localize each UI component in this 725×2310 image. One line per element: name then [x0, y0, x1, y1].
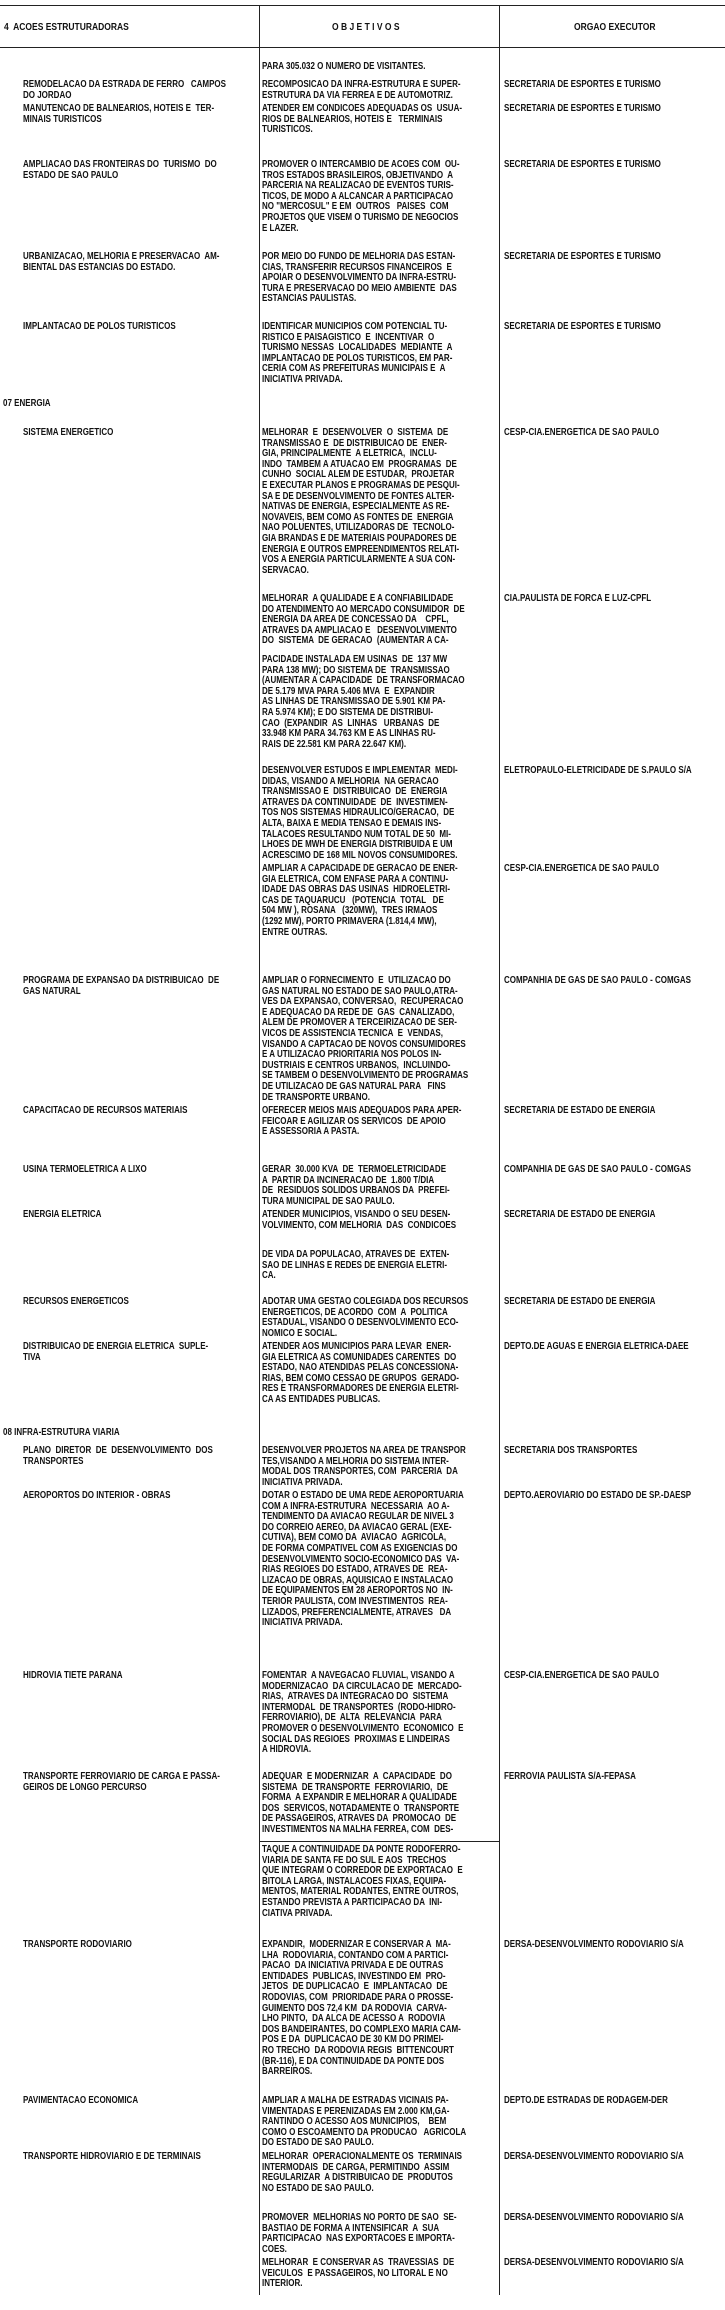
action-item: TRANSPORTE HIDROVIARIO E DE TERMINAIS [23, 2151, 201, 2162]
objective-text: DOTAR O ESTADO DE UMA REDE AEROPORTUARIA COM A INFRA-ESTRUTURA NECESSARIA AO A- TENDIMENTO DA AVIACAO REGULAR DE NIVEL 3 DO CORREIO AEREO, DA AVIACAO GERAL (EXE- CUTIVA), BEM COMO DA AVIACAO AGRICOLA, DE FORMA COMPATIVEL COM AS EXIGENCIAS DO DESENVOLVIMENTO SOCIO-ECONOMICO DAS VA- RIAS REGIOES DO ESTADO, ATRAVES DE REA- LIZACAO DE OBRAS, AQUISICAO E INSTALACAO DE EQUIPAMENTOS EM 28 AEROPORTOS NO IN- TERIOR PAULISTA, COM INVESTIMENTOS REA- LIZADOS, PREFERENCIALMENTE, ATRAVES DA INICIATIVA PRIVADA. [262, 1490, 464, 1629]
objective-text-continued: DE VIDA DA POPULACAO, ATRAVES DE EXTEN- SAO DE LINHAS E REDES DE ENERGIA ELETRI- CA. [262, 1249, 450, 1282]
executing-agency: ELETROPAULO-ELETRICIDADE DE S.PAULO S/A [504, 765, 692, 776]
executing-agency: CESP-CIA.ENERGETICA DE SAO PAULO [504, 863, 660, 874]
objective-text: ADEQUAR E MODERNIZAR A CAPACIDADE DO SISTEMA DE TRANSPORTE FERROVIARIO, DE FORMA A EXPANDIR E MELHORAR A QUALIDADE DOS SERVICOS, NOTADAMENTE O TRANSPORTE DE PASSAGEIROS, ATRAVES DA PROMOCAO DE INVESTIMENTOS NA MALHA FERREA, COM DES- [262, 1771, 460, 1835]
executing-agency: SECRETARIA DE ESTADO DE ENERGIA [504, 1105, 656, 1116]
executing-agency: SECRETARIA DE ESPORTES E TURISMO [504, 321, 661, 332]
objective-text: AMPLIAR A MALHA DE ESTRADAS VICINAIS PA- VIMENTADAS E PERENIZADAS EM 2.000 KM,GA- RANTINDO O ACESSO AOS MUNICIPIOS, BEM COMO O ESCOAMENTO DA PRODUCAO AGRICOLA DO ESTADO DE SAO PAULO. [262, 2095, 467, 2149]
executing-agency: CESP-CIA.ENERGETICA DE SAO PAULO [504, 427, 660, 438]
action-item: IMPLANTACAO DE POLOS TURISTICOS [23, 321, 176, 332]
objective-text: AMPLIAR A CAPACIDADE DE GERACAO DE ENER- GIA ELETRICA, COM ENFASE PARA A CONTINU- IDADE DAS OBRAS DAS USINAS HIDROELETRI- CAS DE TAQUARUCU (POTENCIA TOTAL DE 504 MW ), ROSANA (320MW), TRES IRMAOS (1292 MW), PORTO PRIMAVERA (1.814,4 MW), ENTRE OUTRAS. [262, 863, 458, 938]
executing-agency: SECRETARIA DE ESPORTES E TURISMO [504, 251, 661, 262]
executing-agency: DEPTO.DE ESTRADAS DE RODAGEM-DER [504, 2095, 668, 2106]
objective-text: DESENVOLVER PROJETOS NA AREA DE TRANSPOR TES,VISANDO A MELHORIA DO SISTEMA INTER- MODAL DOS TRANSPORTES, COM PARCERIA DA INICIATIVA PRIVADA. [262, 1445, 466, 1488]
action-item: TRANSPORTE FERROVIARIO DE CARGA E PASSA- GEIROS DE LONGO PERCURSO [23, 1771, 220, 1793]
header-actions-title: 4 ACOES ESTRUTURADORAS [4, 22, 129, 33]
executing-agency: CESP-CIA.ENERGETICA DE SAO PAULO [504, 1670, 660, 1681]
executing-agency: DERSA-DESENVOLVIMENTO RODOVIARIO S/A [504, 2257, 684, 2268]
action-item: USINA TERMOELETRICA A LIXO [23, 1164, 147, 1175]
objective-text: DESENVOLVER ESTUDOS E IMPLEMENTAR MEDI- DIDAS, VISANDO A MELHORIA NA GERACAO TRANSMISSAO E DISTRIBUICAO DE ENERGIA ATRAVES DA CONTINUIDADE DE INVESTIMEN- TOS NOS SISTEMAS HIDRAULICO/GERACAO, DE ALTA, BAIXA E MEDIA TENSAO E DEMAIS INS- TALACOES RESULTANDO NUM TOTAL DE 50 MI- LHOES DE MWH DE ENERGIA DISTRIBUIDA E UM ACRESCIMO DE 168 MIL NOVOS CONSUMIDORES. [262, 765, 458, 861]
section-heading: 07 ENERGIA [3, 398, 51, 409]
objective-text: AMPLIAR O FORNECIMENTO E UTILIZACAO DO GAS NATURAL NO ESTADO DE SAO PAULO,ATRA- VES DA EXPANSAO, CONVERSAO, RECUPERACAO E ADEQUACAO DA REDE DE GAS CANALIZADO, ALEM DE PROMOVER A TERCEIRIZACAO DE SER- VICOS DE ASSISTENCIA TECNICA E VENDAS, VISANDO A CAPTACAO DE NOVOS CONSUMIDORES E A UTILIZACAO PRIORITARIA NOS POLOS IN- DUSTRIAIS E CENTROS URBANOS, INCLUINDO- SE TAMBEM O DESENVOLVIMENTO DE PROGRAMAS DE UTILIZACAO DE GAS NATURAL PARA FINS DE TRANSPORTE URBANO. [262, 975, 469, 1103]
objective-text: RECOMPOSICAO DA INFRA-ESTRUTURA E SUPER- ESTRUTURA DA VIA FERREA E DE AUTOMOTRIZ. [262, 79, 461, 101]
column-divider-left [259, 5, 260, 2295]
executing-agency: DERSA-DESENVOLVIMENTO RODOVIARIO S/A [504, 2212, 684, 2223]
executing-agency: DERSA-DESENVOLVIMENTO RODOVIARIO S/A [504, 1939, 684, 1950]
objective-text: MELHORAR A QUALIDADE E A CONFIABILIDADE DO ATENDIMENTO AO MERCADO CONSUMIDOR DE ENERGIA DA AREA DE CONCESSAO DA CPFL, ATRAVES DA AMPLIACAO E DESENVOLVIMENTO DO SISTEMA DE GERACAO (AUMENTAR A CA- [262, 593, 465, 647]
objective-text: IDENTIFICAR MUNICIPIOS COM POTENCIAL TU- RISTICO E PAISAGISTICO E INCENTIVAR O TURISMO NESSAS LOCALIDADES MEDIANTE A IMPLANTACAO DE POLOS TURISTICOS, EM PAR- CERIA COM AS PREFEITURAS MUNICIPAIS E A INICIATIVA PRIVADA. [262, 321, 453, 385]
action-item: DISTRIBUICAO DE ENERGIA ELETRICA SUPLE- TIVA [23, 1341, 209, 1363]
column-divider-right [499, 5, 500, 2295]
objective-text-continued: PACIDADE INSTALADA EM USINAS DE 137 MW PARA 138 MW); DO SISTEMA DE TRANSMISSAO (AUMENTAR A CAPACIDADE DE TRANSFORMACAO DE 5.179 MVA PARA 5.406 MVA E EXPANDIR AS LINHAS DE TRANSMISSAO DE 5.901 KM PA- RA 5.974 KM); E DO SISTEMA DE DISTRIBUI- CAO (EXPANDIR AS LINHAS URBANAS DE 33.948 KM PARA 34.763 KM E AS LINHAS RU- RAIS DE 22.581 KM PARA 22.647 KM). [262, 654, 465, 750]
executing-agency: SECRETARIA DE ESPORTES E TURISMO [504, 103, 661, 114]
objective-text: OFERECER MEIOS MAIS ADEQUADOS PARA APER- FEICOAR E AGILIZAR OS SERVICOS DE APOIO E ASSESSORIA A PASTA. [262, 1105, 462, 1138]
executing-agency: COMPANHIA DE GAS DE SAO PAULO - COMGAS [504, 1164, 691, 1175]
executing-agency: SECRETARIA DOS TRANSPORTES [504, 1445, 638, 1456]
objective-text: MELHORAR E DESENVOLVER O SISTEMA DE TRANSMISSAO E DE DISTRIBUICAO DE ENER- GIA, PRINCIPALMENTE A ELETRICA, INCLU- INDO TAMBEM A ATUACAO EM PROGRAMAS DE CUNHO SOCIAL ALEM DE ESTUDAR, PROJETAR E EXECUTAR PLANOS E PROGRAMAS DE PESQUI- SA E DE DESENVOLVIMENTO DE FONTES ALTER- NATIVAS DE ENERGIA, ESPECIALMENTE AS RE- NOVAVEIS, BEM COMO AS FONTES DE ENERGIA NAO POLUENTES, UTILIZADORAS DE TECNOLO- GIA BRANDAS E DE MATERIAIS POUPADORES DE ENERGIA E OUTROS EMPREENDIMENTOS RELATI- VOS A ENERGIA PARTICULARMENTE A SUA CON- SERVACAO. [262, 427, 460, 576]
action-item: PLANO DIRETOR DE DESENVOLVIMENTO DOS TRANSPORTES [23, 1445, 213, 1467]
executing-agency: FERROVIA PAULISTA S/A-FEPASA [504, 1771, 636, 1782]
section-heading: 08 INFRA-ESTRUTURA VIARIA [3, 1427, 120, 1438]
objective-text: PROMOVER O INTERCAMBIO DE ACOES COM OU- TROS ESTADOS BRASILEIROS, OBJETIVANDO A PARCERIA NA REALIZACAO DE EVENTOS TURIS- TICOS, DE MODO A ALCANCAR A PARTICIPACAO NO "MERCOSUL" E EM OUTROS PAISES COM PROJETOS QUE VISEM O TURISMO DE NEGOCIOS E LAZER. [262, 159, 460, 234]
action-item: REMODELACAO DA ESTRADA DE FERRO CAMPOS DO JORDAO [23, 79, 226, 101]
objective-text-continued: TAQUE A CONTINUIDADE DA PONTE RODOFERRO- VIARIA DE SANTA FE DO SUL E AOS TRECHOS QUE INTEGRAM O CORREDOR DE EXPORTACAO E BITOLA LARGA, INSTALACOES FIXAS, EQUIPA- MENTOS, MATERIAL RODANTES, ENTRE OUTROS, ESTANDO PREVISTA A PARTICIPACAO DA INI- CIATIVA PRIVADA. [262, 1844, 463, 1919]
action-item: AEROPORTOS DO INTERIOR - OBRAS [23, 1490, 171, 1501]
action-item: CAPACITACAO DE RECURSOS MATERIAIS [23, 1105, 188, 1116]
executing-agency: DERSA-DESENVOLVIMENTO RODOVIARIO S/A [504, 2151, 684, 2162]
action-item: URBANIZACAO, MELHORIA E PRESERVACAO AM- BIENTAL DAS ESTANCIAS DO ESTADO. [23, 251, 220, 273]
executing-agency: COMPANHIA DE GAS DE SAO PAULO - COMGAS [504, 975, 691, 986]
objective-text: EXPANDIR, MODERNIZAR E CONSERVAR A MA- LHA RODOVIARIA, CONTANDO COM A PARTICI- PACAO DA INICIATIVA PRIVADA E DE OUTRAS ENTIDADES PUBLICAS, INVESTINDO EM PRO- JETOS DE DUPLICACAO E IMPLANTACAO DE RODOVIAS, COM PRIORIDADE PARA O PROSSE- GUIMENTO DOS 72,4 KM DA RODOVIA CARVA- LHO PINTO, DA ALCA DE ACESSO A RODOVIA DOS BANDEIRANTES, DO COMPLEXO MARIA CAM- POS E DA DUPLICACAO DE 30 KM DO PRIMEI- RO TRECHO DA RODOVIA REGIS BITTENCOURT (BR-116), E DA CONTINUIDADE DA PONTE DOS BARREIROS. [262, 1939, 461, 2078]
objective-text: ATENDER EM CONDICOES ADEQUADAS OS USUA- RIOS DE BALNEARIOS, HOTEIS E TERMINAIS TURISTICOS. [262, 103, 463, 136]
action-item: SISTEMA ENERGETICO [23, 427, 114, 438]
header-objectives-title: O B J E T I V O S [332, 22, 400, 33]
executing-agency: SECRETARIA DE ESTADO DE ENERGIA [504, 1209, 656, 1220]
objective-text: ATENDER MUNICIPIOS, VISANDO O SEU DESEN- VOLVIMENTO, COM MELHORIA DAS CONDICOES [262, 1209, 457, 1231]
objective-text: FOMENTAR A NAVEGACAO FLUVIAL, VISANDO A MODERNIZACAO DA CIRCULACAO DE MERCADO- RIAS, ATRAVES DA INTEGRACAO DO SISTEMA INTERMODAL DE TRANSPORTES (RODO-HIDRO- FERROVIARIO), DE ALTA RELEVANCIA PARA PROMOVER O DESENVOLVIMENTO ECONOMICO E SOCIAL DAS REGIOES PROXIMAS E LINDEIRAS A HIDROVIA. [262, 1670, 464, 1756]
executing-agency: CIA.PAULISTA DE FORCA E LUZ-CPFL [504, 593, 652, 604]
action-item: AMPLIACAO DAS FRONTEIRAS DO TURISMO DO ESTADO DE SAO PAULO [23, 159, 217, 181]
header-top-rule [0, 5, 725, 6]
action-item: RECURSOS ENERGETICOS [23, 1296, 129, 1307]
header-bottom-rule [0, 47, 725, 48]
action-item: ENERGIA ELETRICA [23, 1209, 102, 1220]
objective-text: MELHORAR E CONSERVAR AS TRAVESSIAS DE VEICULOS E PASSAGEIROS, NO LITORAL E NO INTERIOR. [262, 2257, 455, 2290]
header-executor-title: ORGAO EXECUTOR [574, 22, 656, 33]
action-item: TRANSPORTE RODOVIARIO [23, 1939, 132, 1950]
executing-agency: SECRETARIA DE ESPORTES E TURISMO [504, 159, 661, 170]
executing-agency: SECRETARIA DE ESPORTES E TURISMO [504, 79, 661, 90]
executing-agency: DEPTO.AEROVIARIO DO ESTADO DE SP.-DAESP [504, 1490, 692, 1501]
action-item: PAVIMENTACAO ECONOMICA [23, 2095, 139, 2106]
cell-break-rule [259, 1841, 499, 1842]
action-item: HIDROVIA TIETE PARANA [23, 1670, 123, 1681]
objective-text: MELHORAR OPERACIONALMENTE OS TERMINAIS INTERMODAIS DE CARGA, PERMITINDO ASSIM REGULARIZAR A DISTRIBUICAO DE PRODUTOS NO ESTADO DE SAO PAULO. [262, 2151, 463, 2194]
action-item: PROGRAMA DE EXPANSAO DA DISTRIBUICAO DE GAS NATURAL [23, 975, 220, 997]
objective-text: ATENDER AOS MUNICIPIOS PARA LEVAR ENER- GIA ELETRICA AS COMUNIDADES CARENTES DO ESTADO, NAO ATENDIDAS PELAS CONCESSIONA- RIAS, BEM COMO CESSAO DE GRUPOS GERADO- RES E TRANSFORMADORES DE ENERGIA ELETRI- CA AS ENTIDADES PUBLICAS. [262, 1341, 459, 1405]
executing-agency: DEPTO.DE AGUAS E ENERGIA ELETRICA-DAEE [504, 1341, 689, 1352]
action-item: MANUTENCAO DE BALNEARIOS, HOTEIS E TER- MINAIS TURISTICOS [23, 103, 215, 125]
objective-text: GERAR 30.000 KVA DE TERMOELETRICIDADE A PARTIR DA INCINERACAO DE 1.800 T/DIA DE RESIDUOS SOLIDOS URBANOS DA PREFEI- TURA MUNICIPAL DE SAO PAULO. [262, 1164, 450, 1207]
objective-text: PROMOVER MELHORIAS NO PORTO DE SAO SE- BASTIAO DE FORMA A INTENSIFICAR A SUA PARTICIPACAO NAS EXPORTACOES E IMPORTA- COES. [262, 2212, 457, 2255]
objective-text: POR MEIO DO FUNDO DE MELHORIA DAS ESTAN- CIAS, TRANSFERIR RECURSOS FINANCEIROS E APOIAR O DESENVOLVIMENTO DA INFRA-ESTRU- TURA E PRESERVACAO DO MEIO AMBIENTE DAS ESTANCIAS PAULISTAS. [262, 251, 457, 305]
objective-text: PARA 305.032 O NUMERO DE VISITANTES. [262, 61, 426, 72]
executing-agency: SECRETARIA DE ESTADO DE ENERGIA [504, 1296, 656, 1307]
objective-text: ADOTAR UMA GESTAO COLEGIADA DOS RECURSOS ENERGETICOS, DE ACORDO COM A POLITICA ESTADUAL, VISANDO O DESENVOLVIMENTO ECO- NOMICO E SOCIAL. [262, 1296, 469, 1339]
